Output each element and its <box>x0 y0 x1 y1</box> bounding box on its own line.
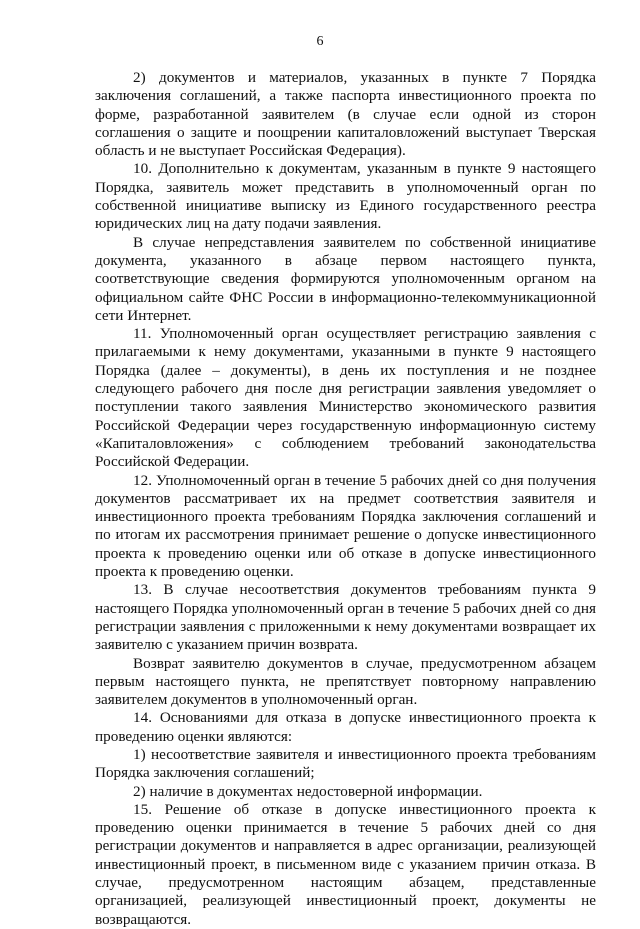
paragraph-10-non-submission: В случае непредставления заявителем по собственной инициативе документа, указанного в абзаце первом настоящего пункта, соответствующие сведения формируются уполномоченным органом на официальном сайте ФНС России в информационно-телекоммуникационной сети Интернет. <box>95 233 596 324</box>
document-body <box>95 69 596 929</box>
paragraph-item-2-documents: 2) документов и материалов, указанных в пункте 7 Порядка заключения соглашений, а также паспорта инвестиционного проекта по форме, разработанной заявителем (в случае если одной из сторон соглашения о защите и поощрении капиталовложений выступает Тверская область и не выступает Российская Федерация). <box>95 69 596 160</box>
page-number: 6 <box>316 34 324 49</box>
paragraph-14-item-2: 2) наличие в документах недостоверной информации. <box>133 782 483 800</box>
paragraph-13: 13. В случае несоответствия документов требованиям пункта 9 настоящего Порядка уполномоченный орган в течение 5 рабочих дней со дня регистрации заявления с приложенными к нему документами возвращает их заявителю с указанием причин возврата. <box>95 581 596 654</box>
paragraph-10: 10. Дополнительно к документам, указанным в пункте 9 настоящего Порядка, заявитель может представить в уполномоченный орган по собственной инициативе выписку из Единого государственного реестра юридических лиц на дату подачи заявления. <box>95 160 596 233</box>
paragraph-15: 15. Решение об отказе в допуске инвестиционного проекта к проведению оценки принимается в течение 5 рабочих дней со дня регистрации документов и направляется в адрес организации, реализующей инвестиционный проект, в письменном виде с указанием причин отказа. В случае, предусмотренном настоящим абзацем, представленные организацией, реализующей инвестиционный проект, документы не возвращаются. <box>95 800 596 928</box>
paragraph-12: 12. Уполномоченный орган в течение 5 рабочих дней со дня получения документов рассматривает их на предмет соответствия заявителя и инвестиционного проекта требованиям Порядка заключения соглашений и по итогам их рассмотрения принимает решение о допуске инвестиционного проекта к проведению оценки или об отказе в допуске инвестиционного проекта к проведению оценки. <box>95 471 596 581</box>
paragraph-13-return: Возврат заявителю документов в случае, предусмотренном абзацем первым настоящего пункта, не препятствует повторному направлению заявителем документов в уполномоченный орган. <box>95 654 596 709</box>
paragraph-14-item-1: 1) несоответствие заявителя и инвестиционного проекта требованиям Порядка заключения соглашений; <box>95 745 596 782</box>
paragraph-11: 11. Уполномоченный орган осуществляет регистрацию заявления с прилагаемыми к нему документами, указанными в пункте 9 настоящего Порядка (далее – документы), в день их поступления и не позднее следующего рабочего дня после дня регистрации заявления уведомляет о поступлении такого заявления Министерство экономического развития Российской Федерации через государственную информационную систему «Капиталовложения» с соблюдением требований законодательства Российской Федерации. <box>95 325 596 471</box>
paragraph-14: 14. Основаниями для отказа в допуске инвестиционного проекта к проведению оценки являются: <box>95 709 596 745</box>
